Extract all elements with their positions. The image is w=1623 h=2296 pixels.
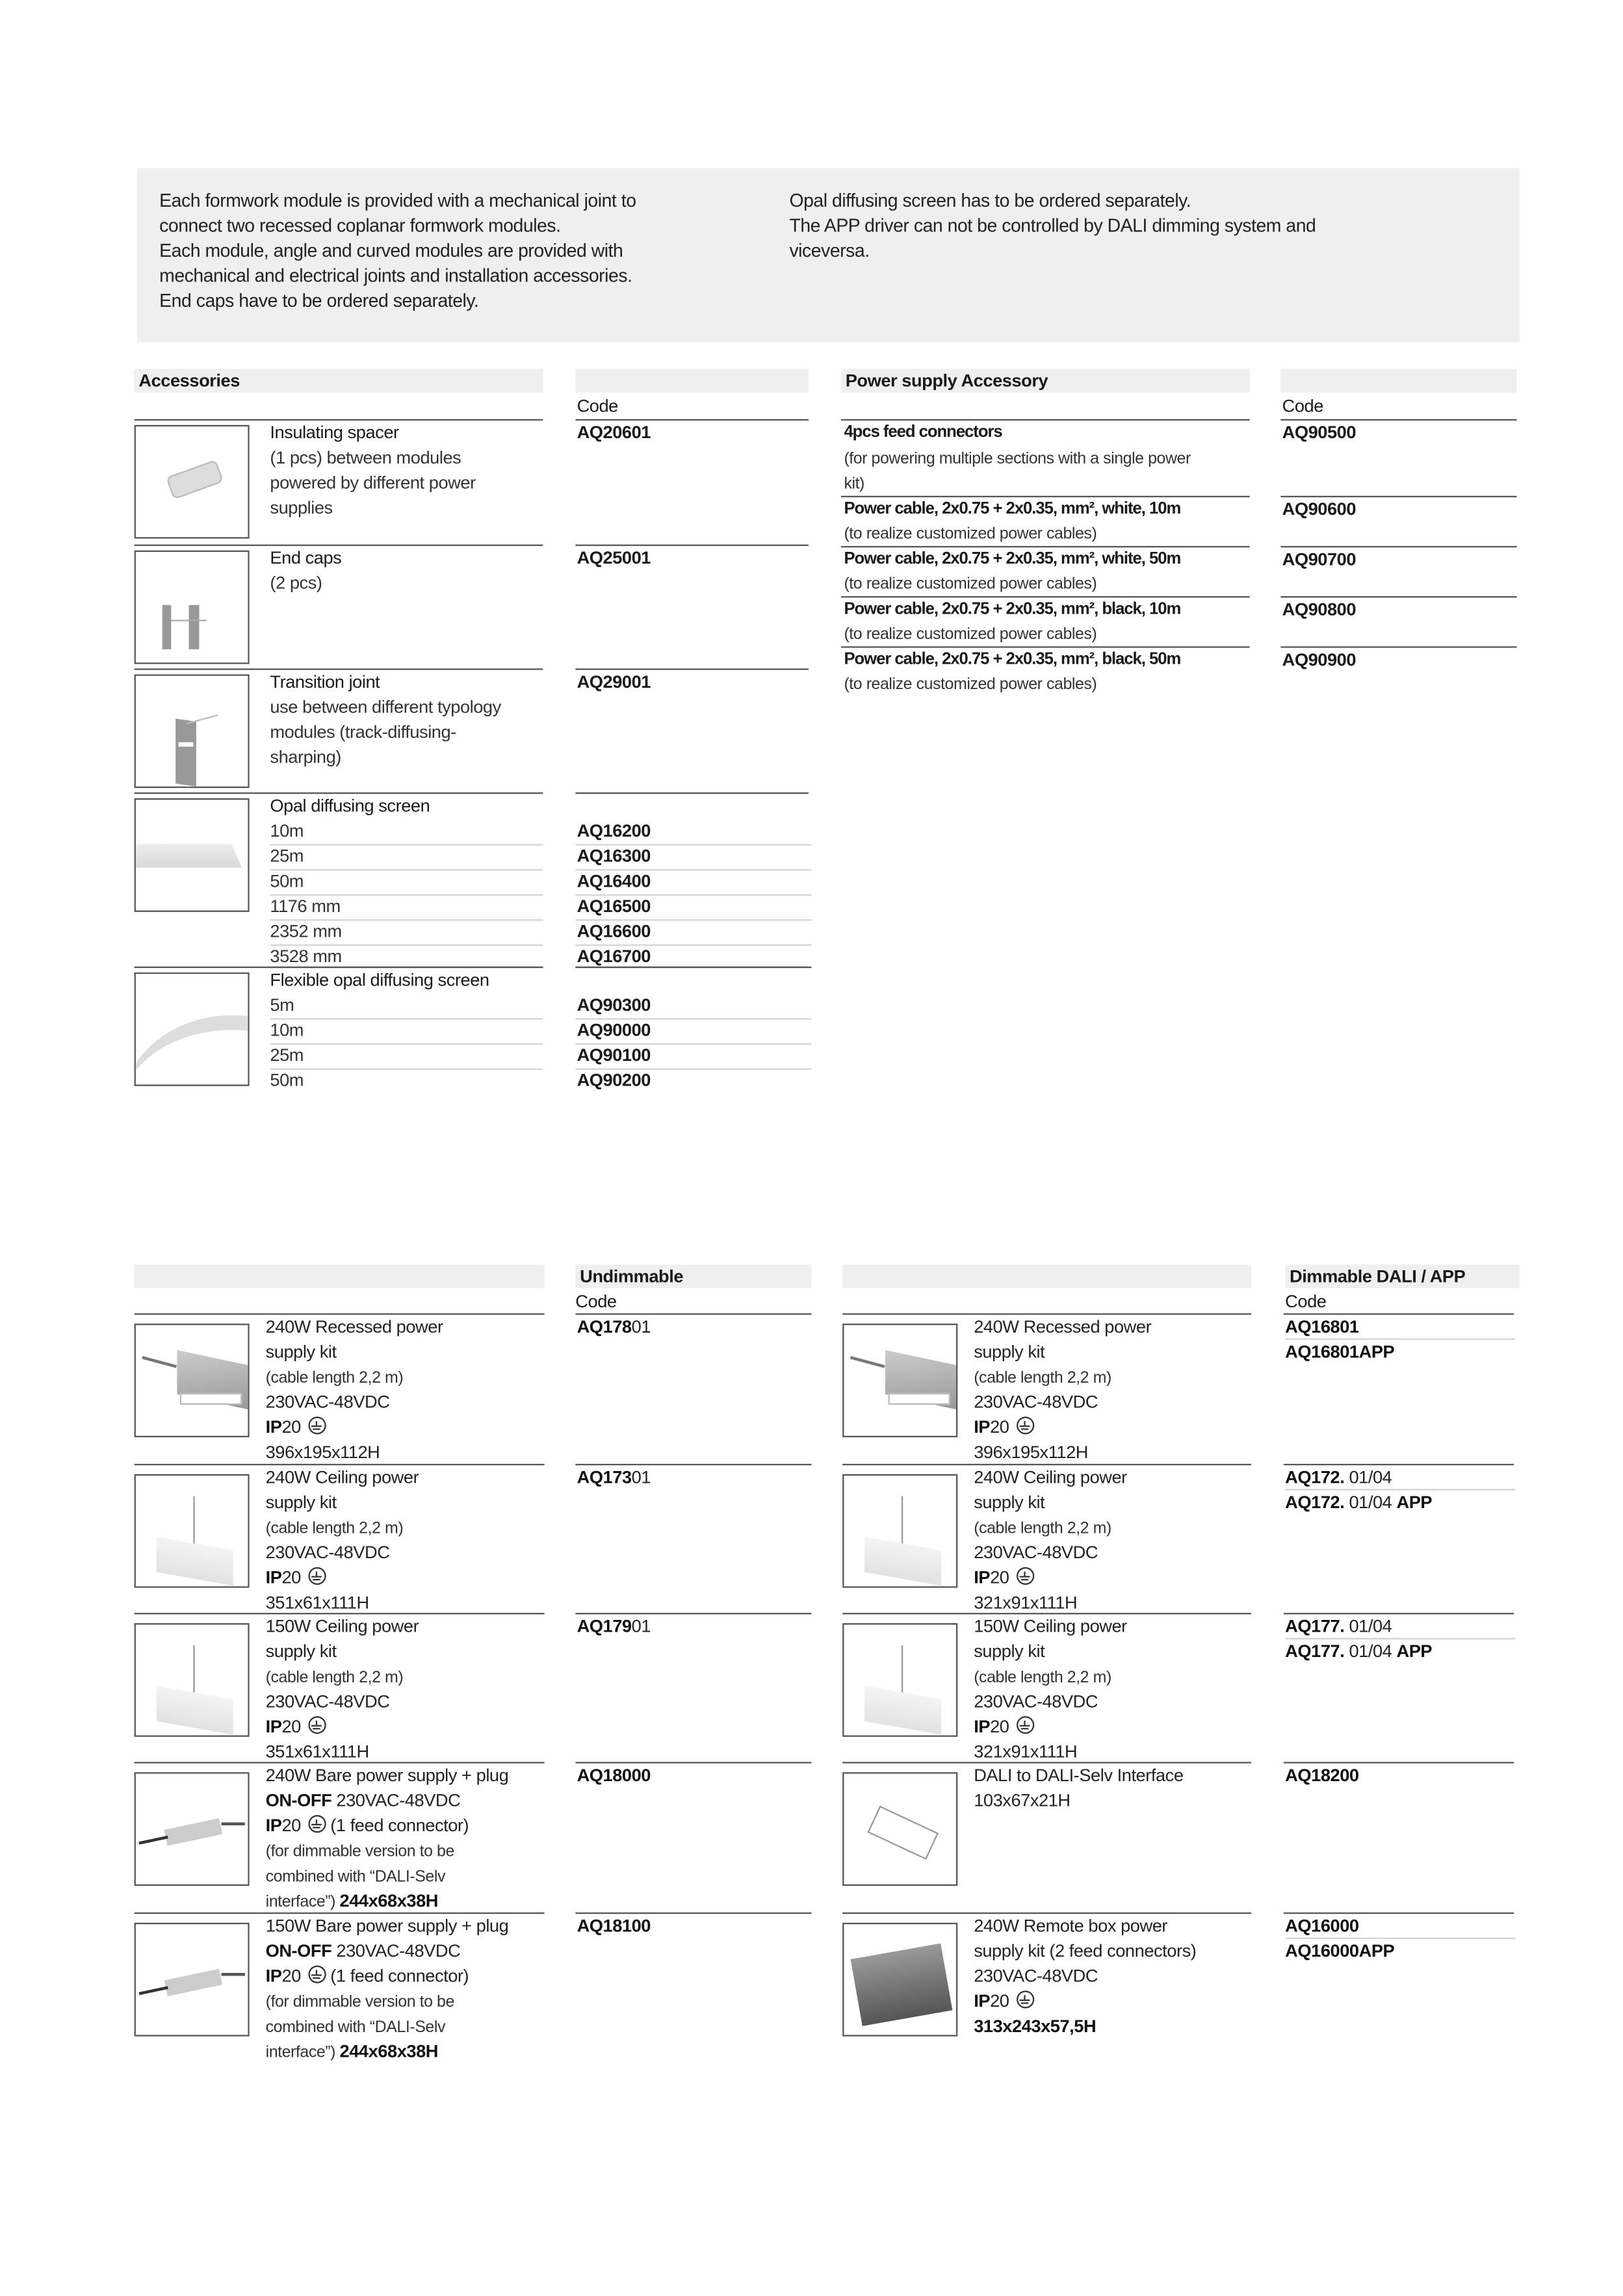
kit-spec-line [974, 1365, 1111, 1392]
product-code: AQ90800 [1282, 599, 1357, 620]
text-segment: 150W Ceiling power [974, 1615, 1127, 1637]
kit-spec-line [266, 2015, 445, 2041]
item-description: sharping) [270, 746, 341, 768]
info-text: Each formwork module is provided with a mechanical joint to [159, 190, 636, 211]
ground-symbol-icon [1017, 1567, 1034, 1585]
product-code: AQ16300 [577, 845, 651, 867]
product-code [1285, 1491, 1432, 1516]
text-segment: supply kit [974, 1341, 1045, 1363]
product-image-strip [135, 798, 250, 912]
product-code: AQ16700 [577, 946, 651, 967]
ground-symbol-icon [308, 1567, 326, 1585]
variant-label: 25m [270, 845, 304, 867]
text-segment: AQ16000APP [1285, 1940, 1395, 1961]
text-segment: 150W Ceiling power [265, 1615, 419, 1637]
text-segment: supply kit (2 feed connectors) [974, 1940, 1197, 1961]
item-name: Insulating spacer [270, 422, 399, 443]
kit-spec-line [266, 1565, 331, 1591]
ground-symbol-icon [308, 1815, 326, 1833]
kit-spec-line [974, 1415, 1039, 1441]
product-illustration [157, 1686, 233, 1734]
info-text: connect two recessed coplanar formwork modules. [159, 215, 561, 237]
text-segment: 20 [281, 1965, 301, 1987]
text-segment: AQ177. [1285, 1615, 1345, 1637]
item-description: use between different typology [270, 696, 501, 718]
text-segment: AQ18100 [577, 1915, 651, 1937]
kit-spec-line [974, 1939, 1196, 1964]
text-segment: APP [1396, 1641, 1433, 1662]
text-segment: IP [265, 1567, 282, 1588]
ground-symbol-icon [1017, 1990, 1034, 2008]
text-segment: 230VAC-48VDC [336, 1790, 461, 1811]
text-segment: IP [974, 1716, 991, 1737]
text-segment: 240W Remote box power [974, 1915, 1168, 1937]
kit-spec-line [974, 1764, 1183, 1789]
product-code: AQ29001 [577, 671, 651, 692]
product-image-recessed [842, 1324, 957, 1437]
text-segment: 240W Ceiling power [974, 1467, 1127, 1488]
product-code [1285, 1465, 1392, 1491]
text-segment: (cable length 2,2 m) [265, 1369, 404, 1387]
text-segment: 20 [990, 1716, 1009, 1737]
row-divider [270, 844, 543, 845]
product-illustration [193, 1645, 194, 1695]
item-name: Opal diffusing screen [270, 795, 430, 816]
item-description: (1 pcs) between modules [270, 447, 461, 468]
info-text: The APP driver can not be controlled by DALI dimming system and [789, 215, 1316, 237]
info-text: Each module, angle and curved modules are provided with [159, 241, 623, 261]
product-illustration [138, 1836, 168, 1845]
kit-spec-line [266, 1390, 390, 1415]
accessories-header: Accessories [135, 369, 543, 393]
text-segment: IP [265, 1965, 282, 1987]
text-segment: 244x68x38H [339, 2041, 439, 2062]
product-illustration [136, 844, 242, 867]
info-text: End caps have to be ordered separately. [159, 291, 479, 311]
text-segment: IP [974, 1990, 991, 2012]
text-segment: AQ173 [577, 1467, 632, 1488]
product-image-joint [135, 674, 250, 788]
kit-spec-line [974, 1914, 1167, 1939]
variant-label: 10m [270, 820, 304, 841]
text-segment: IP [974, 1416, 991, 1437]
product-illustration [193, 1496, 194, 1546]
ground-symbol-icon [1017, 1416, 1034, 1434]
row-divider [575, 792, 809, 794]
text-segment: 351x61x111H [265, 1741, 369, 1762]
item-name: End caps [270, 547, 342, 568]
text-segment: IP [265, 1416, 282, 1437]
product-code: AQ16200 [577, 820, 651, 841]
text-segment: 230VAC-48VDC [336, 1940, 461, 1961]
text-segment: 230VAC-48VDC [265, 1691, 390, 1712]
kit-spec-line [974, 1565, 1039, 1591]
text-segment: 230VAC-48VDC [974, 1542, 1098, 1563]
kit-spec-line [974, 1315, 1151, 1340]
power-accessory-header: Power supply Accessory [841, 369, 1250, 393]
power-item-note: (to realize customized power cables) [844, 625, 1097, 644]
product-illustration [851, 1944, 953, 2026]
info-text: viceversa. [789, 241, 870, 261]
product-illustration [189, 605, 200, 649]
product-code: AQ90500 [1282, 422, 1357, 443]
text-segment: APP [1396, 1491, 1433, 1513]
product-illustration [187, 714, 218, 724]
kit-spec-line [266, 1491, 337, 1516]
product-illustration [164, 1969, 223, 1996]
info-text: Opal diffusing screen has to be ordered separately. [789, 190, 1191, 211]
text-segment: AQ16000 [1285, 1915, 1359, 1937]
text-segment: 230VAC-48VDC [974, 1391, 1098, 1413]
kit-spec-line [974, 1390, 1098, 1415]
kit-spec-line [974, 1964, 1098, 1989]
text-segment: supply kit [265, 1491, 337, 1513]
kit-spec-line [974, 1665, 1111, 1691]
variant-label: 1176 mm [270, 895, 341, 917]
variant-label: 50m [270, 1069, 304, 1091]
text-segment: 20 [990, 1416, 1009, 1437]
product-illustration [902, 1645, 903, 1695]
product-code [1285, 1340, 1394, 1365]
power-item-title: Power cable, 2x0.75 + 2x0.35, mm², white, 50m [844, 550, 1181, 568]
power-item-title: 4pcs feed connectors [844, 423, 1002, 441]
text-segment: 321x91x111H [974, 1592, 1078, 1613]
product-illustration [157, 1537, 233, 1585]
dimmable-section-bar [842, 1264, 1251, 1288]
text-segment: supply kit [974, 1641, 1045, 1662]
kit-spec-line [974, 2015, 1096, 2040]
kit-spec-line [266, 2039, 438, 2066]
kit-spec-line [266, 1365, 404, 1392]
product-code [577, 1764, 651, 1789]
product-image-bare [135, 1772, 250, 1886]
item-name: Flexible opal diffusing screen [270, 969, 489, 991]
product-code: AQ90900 [1282, 649, 1357, 670]
code-column-label: Code [1282, 395, 1323, 417]
ground-symbol-icon [1017, 1716, 1034, 1734]
product-code [1285, 1639, 1432, 1665]
text-segment: 240W Bare power supply + plug [265, 1764, 509, 1786]
product-code [577, 1614, 651, 1639]
text-segment: 240W Recessed power [974, 1316, 1152, 1337]
undimmable-section-bar [135, 1264, 545, 1288]
kit-spec-line [974, 1541, 1098, 1566]
product-illustration [142, 1356, 177, 1368]
text-segment: 396x195x112H [265, 1441, 380, 1463]
product-illustration [171, 620, 206, 621]
product-illustration [138, 1986, 168, 1995]
text-segment: ON-OFF [265, 1790, 337, 1811]
text-segment: AQ172. [1285, 1491, 1345, 1513]
product-image-spacer [135, 425, 250, 539]
product-illustration [166, 460, 224, 500]
product-code: AQ90600 [1282, 499, 1357, 520]
text-segment: 240W Recessed power [265, 1316, 443, 1337]
accessories-code-header-bar [575, 369, 809, 393]
text-segment: 150W Bare power supply + plug [265, 1915, 509, 1937]
text-segment: combined with “DALI-Selv [265, 1868, 445, 1886]
row-divider [270, 869, 543, 870]
product-illustration [864, 1537, 941, 1585]
text-segment: 351x61x111H [265, 1592, 369, 1613]
text-segment: supply kit [974, 1491, 1045, 1513]
text-segment: DALI to DALI-Selv Interface [974, 1764, 1184, 1786]
kit-spec-line [266, 1838, 454, 1865]
power-item-note: (to realize customized power cables) [844, 525, 1097, 543]
variant-label: 25m [270, 1045, 304, 1065]
text-segment: AQ178 [577, 1316, 632, 1337]
text-segment: 20 [281, 1716, 301, 1737]
power-item-title: Power cable, 2x0.75 + 2x0.35, mm², black, 10m [844, 600, 1181, 619]
product-illustration [175, 719, 196, 787]
product-image-recessed [135, 1324, 250, 1437]
kit-spec-line [266, 1689, 390, 1715]
info-text: mechanical and electrical joints and installation accessories. [159, 265, 632, 287]
product-code [577, 1315, 651, 1340]
product-code: AQ90300 [577, 994, 651, 1015]
text-segment: supply kit [265, 1341, 337, 1363]
product-illustration [902, 1496, 903, 1546]
kit-spec-line [974, 1614, 1127, 1639]
kit-spec-line [266, 1614, 419, 1639]
product-illustration [162, 605, 172, 649]
text-segment: 01 [631, 1467, 651, 1488]
power-item-title: Power cable, 2x0.75 + 2x0.35, mm², black, 50m [844, 651, 1181, 669]
text-segment: 230VAC-48VDC [265, 1542, 390, 1563]
dimmable-header: Dimmable DALI / APP [1285, 1264, 1520, 1288]
product-image-curve [135, 972, 250, 1086]
kit-spec-line [266, 1591, 369, 1616]
product-code [577, 1914, 651, 1939]
text-segment: 103x67x21H [974, 1790, 1071, 1811]
undimmable-header: Undimmable [575, 1264, 811, 1288]
kit-spec-line [974, 1465, 1127, 1491]
kit-spec-line [974, 1340, 1045, 1365]
text-segment: (for dimmable version to be [265, 1993, 454, 2012]
product-code: AQ90000 [577, 1019, 651, 1041]
text-segment: AQ18200 [1285, 1764, 1359, 1786]
product-image-ceiling [842, 1623, 957, 1737]
row-divider [270, 967, 543, 968]
power-item-note: (to realize customized power cables) [844, 675, 1097, 694]
kit-spec-line [266, 1939, 461, 1964]
ground-symbol-icon [308, 1416, 326, 1434]
product-illustration [222, 1822, 245, 1825]
text-segment: (cable length 2,2 m) [265, 1520, 404, 1538]
text-segment: 01 [631, 1615, 651, 1637]
text-segment: 244x68x38H [339, 1890, 439, 1911]
power-item-note: (for powering multiple sections with a single power kit) [844, 450, 1191, 493]
product-image-ceiling [135, 1474, 250, 1588]
text-segment: 01/04 [1344, 1467, 1392, 1488]
text-segment: 396x195x112H [974, 1441, 1089, 1463]
text-segment: 01/04 [1344, 1615, 1392, 1637]
text-segment: 313x243x57,5H [974, 2015, 1097, 2037]
row-divider [575, 967, 811, 968]
kit-spec-line [266, 1315, 443, 1340]
kit-spec-line [974, 1515, 1111, 1542]
product-image-ceiling [842, 1474, 957, 1588]
product-code: AQ16600 [577, 920, 651, 942]
product-code [1285, 1764, 1358, 1789]
item-description: supplies [270, 497, 333, 518]
text-segment: 20 [990, 1567, 1009, 1588]
product-code: AQ20601 [577, 422, 651, 443]
text-segment: (cable length 2,2 m) [974, 1520, 1111, 1538]
text-segment: combined with “DALI-Selv [265, 2018, 445, 2037]
variant-label: 2352 mm [270, 920, 342, 942]
text-segment: AQ172. [1285, 1467, 1345, 1488]
info-box [137, 168, 1520, 343]
row-divider [270, 1018, 543, 1019]
text-segment: AQ16801 [1285, 1316, 1359, 1337]
item-description: modules (track-diffusing- [270, 722, 456, 742]
text-segment: 01/04 [1344, 1641, 1397, 1662]
variant-label: 3528 mm [270, 946, 342, 967]
text-segment: (cable length 2,2 m) [974, 1669, 1111, 1687]
kit-spec-line [266, 1964, 469, 1989]
text-segment: 20 [281, 1416, 301, 1437]
text-segment: 20 [281, 1567, 301, 1588]
text-segment: (1 feed connector) [330, 1815, 469, 1836]
text-segment: 230VAC-48VDC [974, 1965, 1098, 1987]
kit-spec-line [974, 1591, 1077, 1616]
variant-label: 50m [270, 870, 304, 892]
kit-spec-line [266, 1715, 331, 1740]
code-column-label: Code [577, 395, 618, 417]
kit-spec-line [974, 1715, 1039, 1740]
product-code: AQ16500 [577, 895, 651, 917]
kit-spec-line [974, 1989, 1039, 2015]
text-segment: IP [265, 1716, 282, 1737]
product-code [1285, 1614, 1392, 1639]
text-segment: AQ16801APP [1285, 1341, 1395, 1363]
power-item-title: Power cable, 2x0.75 + 2x0.35, mm², white, 10m [844, 500, 1181, 518]
product-image-dali [842, 1772, 957, 1886]
kit-spec-line [266, 1541, 390, 1566]
text-segment: AQ179 [577, 1615, 632, 1637]
kit-spec-line [266, 1788, 461, 1814]
kit-spec-line [974, 1491, 1045, 1516]
code-column-label: Code [1285, 1291, 1327, 1312]
product-code: AQ25001 [577, 547, 651, 568]
product-illustration [889, 1393, 950, 1405]
power-item-note: (to realize customized power cables) [844, 575, 1097, 594]
code-column-label: Code [575, 1291, 617, 1312]
kit-spec-line [266, 1889, 438, 1916]
item-description: powered by different power [270, 472, 476, 493]
product-illustration [135, 1015, 250, 1086]
ground-symbol-icon [308, 1966, 326, 1983]
product-code: AQ16400 [577, 870, 651, 892]
item-description: (2 pcs) [270, 572, 322, 594]
text-segment: ON-OFF [265, 1940, 337, 1961]
text-segment: IP [974, 1567, 991, 1588]
text-segment: IP [265, 1815, 282, 1836]
product-illustration [867, 1806, 939, 1860]
product-code [1285, 1939, 1394, 1964]
kit-spec-line [266, 1665, 404, 1691]
variant-label: 5m [270, 994, 294, 1015]
power-accessory-code-header-bar [1280, 369, 1516, 393]
text-segment: (cable length 2,2 m) [265, 1669, 404, 1687]
variant-label: 10m [270, 1019, 304, 1041]
product-illustration [180, 1393, 242, 1405]
product-code: AQ90700 [1282, 549, 1357, 570]
kit-spec-line [266, 1864, 445, 1890]
ground-symbol-icon [308, 1716, 326, 1734]
product-code [577, 1465, 651, 1491]
kit-spec-line [266, 1740, 369, 1765]
product-image-ceiling [135, 1623, 250, 1737]
row-divider [270, 1068, 543, 1069]
product-image-endcaps [135, 551, 250, 664]
text-segment: 20 [281, 1815, 301, 1836]
kit-spec-line [266, 1340, 337, 1365]
kit-spec-line [266, 1415, 331, 1441]
text-segment: AQ177. [1285, 1641, 1345, 1662]
row-divider [270, 1043, 543, 1045]
product-illustration [864, 1686, 941, 1734]
product-code [1285, 1914, 1358, 1939]
kit-spec-line [266, 1764, 509, 1789]
kit-spec-line [974, 1788, 1070, 1814]
kit-spec-line [266, 1914, 509, 1939]
text-segment: 230VAC-48VDC [974, 1691, 1098, 1712]
product-code: AQ90200 [577, 1069, 651, 1091]
product-code: AQ90100 [577, 1045, 651, 1065]
product-illustration [179, 742, 194, 747]
product-code [1285, 1315, 1358, 1340]
product-illustration [164, 1818, 223, 1846]
text-segment: (1 feed connector) [330, 1965, 469, 1987]
text-segment: 01/04 [1344, 1491, 1397, 1513]
product-image-bare [135, 1923, 250, 2037]
text-segment: 01 [631, 1316, 651, 1337]
text-segment: AQ18000 [577, 1764, 651, 1786]
text-segment: 230VAC-48VDC [265, 1391, 390, 1413]
text-segment: 321x91x111H [974, 1741, 1078, 1762]
kit-spec-line [266, 1989, 454, 2016]
kit-spec-line [974, 1639, 1045, 1665]
kit-spec-line [266, 1515, 404, 1542]
item-name: Transition joint [270, 671, 380, 692]
product-illustration [222, 1973, 245, 1976]
kit-spec-line [266, 1441, 380, 1466]
text-segment: interface”) [265, 2043, 340, 2062]
text-segment: (cable length 2,2 m) [974, 1369, 1111, 1387]
text-segment: 20 [990, 1990, 1009, 2012]
text-segment: supply kit [265, 1641, 337, 1662]
kit-spec-line [974, 1689, 1098, 1715]
kit-spec-line [266, 1465, 419, 1491]
kit-spec-line [974, 1441, 1088, 1466]
text-segment: (for dimmable version to be [265, 1843, 454, 1861]
kit-spec-line [266, 1814, 469, 1839]
kit-spec-line [974, 1740, 1077, 1765]
text-segment: interface”) [265, 1893, 340, 1911]
text-segment: 240W Ceiling power [265, 1467, 419, 1488]
product-image-box [842, 1923, 957, 2037]
product-illustration [850, 1356, 885, 1368]
kit-spec-line [266, 1639, 337, 1665]
